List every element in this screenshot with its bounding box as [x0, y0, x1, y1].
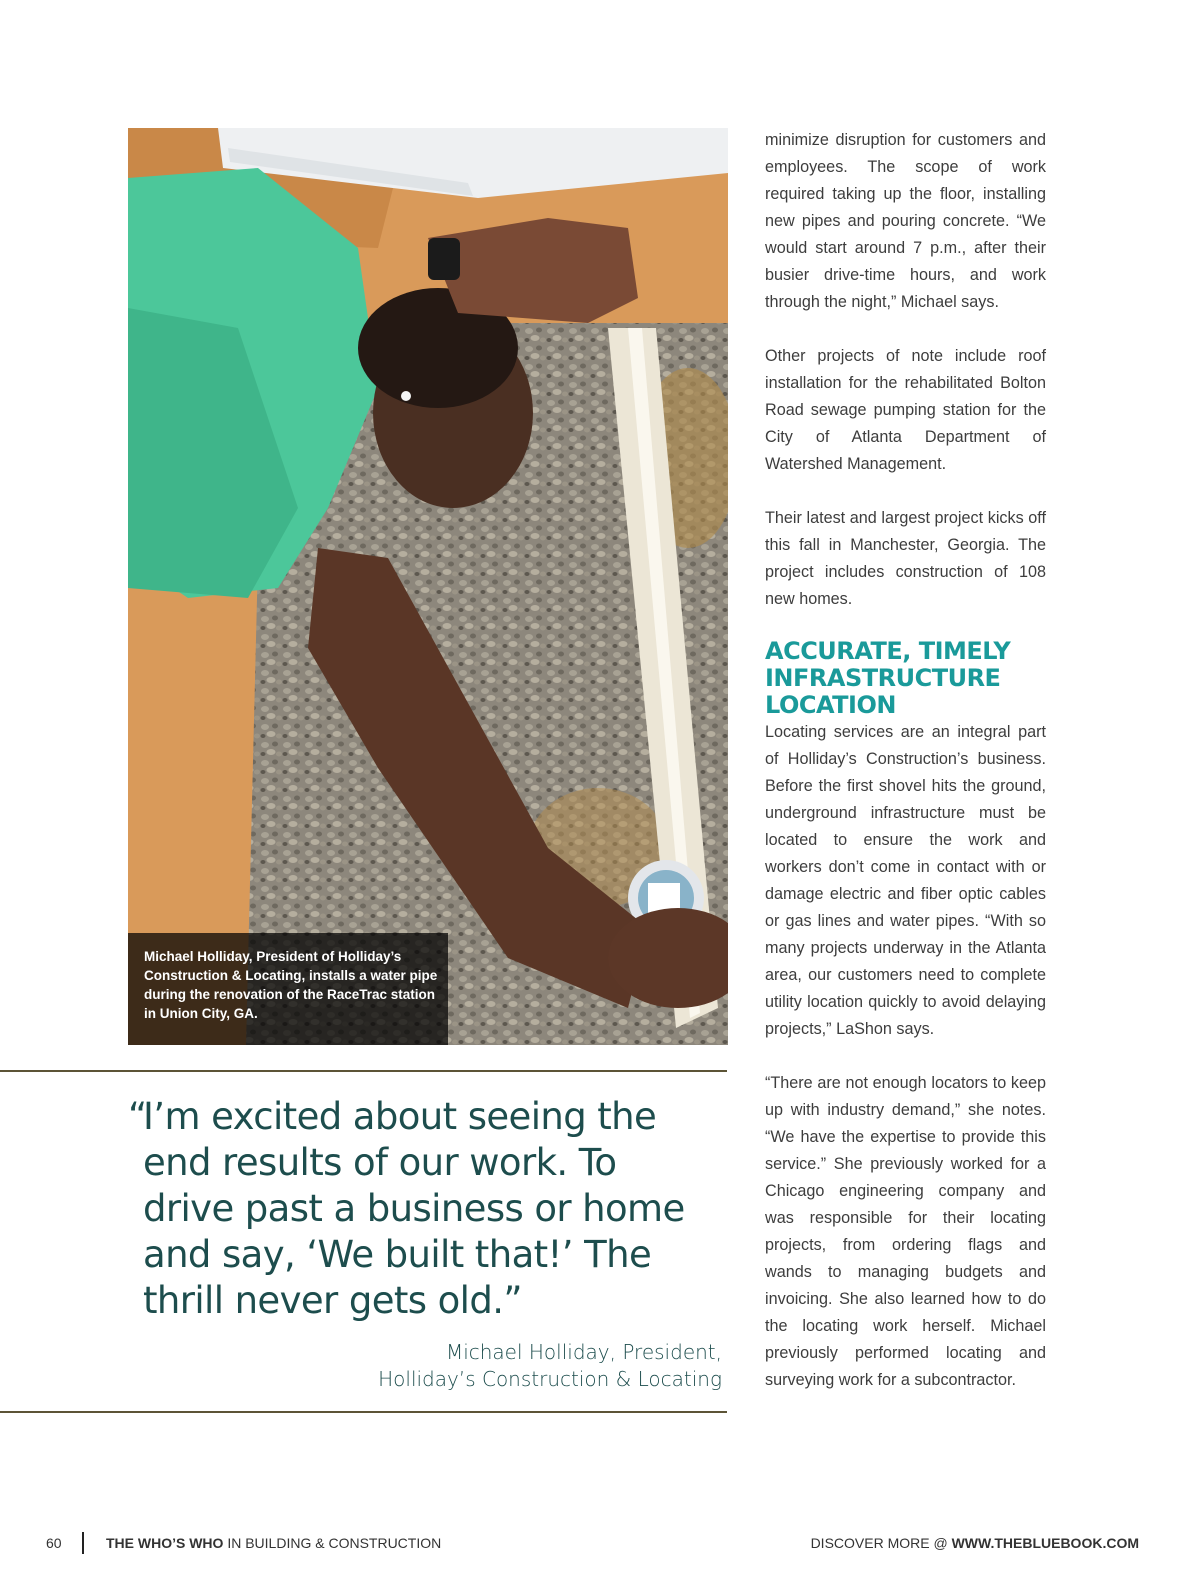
attribution-line-2: Holliday’s Construction & Locating: [378, 1367, 722, 1391]
page-footer: [0, 1535, 1200, 1555]
pull-quote: [128, 1094, 718, 1324]
article-photo: [128, 128, 728, 1045]
article-column: [765, 127, 1046, 1421]
article-paragraph: “There are not enough locators to keep up with industry demand,” she notes. “We have the expertise to provide this service.” She previously worked for a Chicago engineering company and was responsible for their locating projects, from ordering flags and wands to managing budgets and invoicing. She also learned how to do the locating work herself. Michael previously performed locating and surveying work for a subcontractor.: [765, 1074, 1046, 1389]
article-paragraph: minimize disruption for customers and employees. The scope of work required taking up the floor, installing new pipes and pouring concrete. “We would start around 7 p.m., after their busier drive-time hours, and work through the night,” Michael says.: [765, 131, 1046, 311]
article-paragraph: Their latest and largest project kicks off this fall in Manchester, Georgia. The project includes construction of 108 new homes.: [765, 509, 1046, 608]
photo-caption: Michael Holliday, President of Holliday’s Construction & Locating, installs a water pipe during the renovation of the RaceTrac station in Union City, GA.: [128, 933, 448, 1045]
quote-open-mark: “: [128, 1095, 147, 1138]
discover-label: DISCOVER MORE @: [810, 1535, 952, 1551]
page-number: 60: [46, 1535, 62, 1551]
attribution-line-1: Michael Holliday, President,: [445, 1340, 722, 1364]
quote-attribution: [378, 1339, 722, 1393]
pullquote-top-rule: [0, 1070, 727, 1072]
article-paragraph: Locating services are an integral part of Holliday’s Construction’s business. Before the first shovel hits the ground, underground infrastructure must be located to ensure the work and workers don’t come in contact with or damage electric and fiber optic cables or gas lines and water pipes. “With so many projects underway in the Atlanta area, our customers need to complete utility location quickly to avoid delaying projects,” LaShon says.: [765, 723, 1046, 1038]
publication-name-bold: THE WHO’S WHO: [106, 1535, 224, 1551]
quote-text: I’m excited about seeing the end results of our work. To drive past a business or home and say, ‘We built that!’ The thrill never gets old.”: [143, 1095, 685, 1322]
pullquote-bottom-rule: [0, 1411, 727, 1413]
photo-illustration: [128, 128, 728, 1045]
publication-name-rest: IN BUILDING & CONSTRUCTION: [223, 1535, 442, 1551]
publication-name: [106, 1535, 441, 1551]
footer-divider: [82, 1532, 84, 1554]
website-link[interactable]: WWW.THEBLUEBOOK.COM: [951, 1535, 1139, 1551]
discover-more: [811, 1535, 1139, 1551]
article-paragraph: Other projects of note include roof installation for the rehabilitated Bolton Road sewage pumping station for the City of Atlanta Department of Watershed Management.: [765, 347, 1046, 473]
section-heading: ACCURATE, TIMELY INFRASTRUCTURE LOCATION: [765, 637, 1011, 719]
